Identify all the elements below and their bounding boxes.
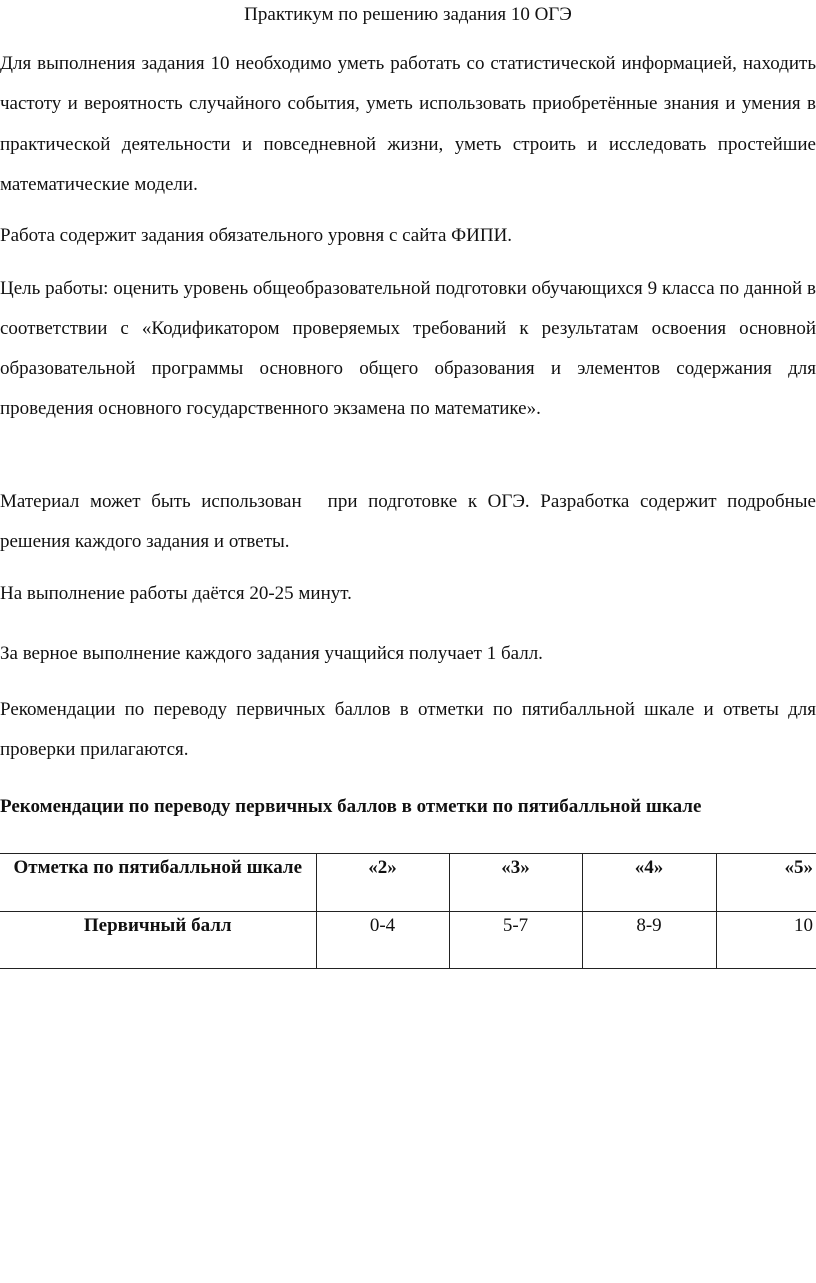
table-cell-score-header: Первичный балл — [0, 912, 316, 969]
table-cell-grade-2: «2» — [316, 854, 449, 912]
table-cell-grade-5: «5» — [716, 854, 816, 912]
table-cell-score-3: 5-7 — [449, 912, 582, 969]
table-cell-score-2: 0-4 — [316, 912, 449, 969]
paragraph-duration: На выполнение работы даётся 20-25 минут. — [0, 583, 352, 604]
table-cell-score-4: 8-9 — [582, 912, 716, 969]
table-cell-grade-header: Отметка по пятибалльной шкале — [0, 854, 316, 912]
paragraph-goal: Цель работы: оценить уровень общеобразовательной подготовки обучающихся 9 класса по данной в соответствии с «Кодификатором проверяемых требований к результатам освоения основной образовательной программы основного общего образования и элементов содержания для проведения основного государственного экзамена по математике». — [0, 278, 816, 419]
paragraph-recommendations: Рекомендации по переводу первичных баллов в отметки по пятибалльной шкале и ответы для проверки прилагаются. — [0, 699, 816, 760]
table-cell-score-5: 10 — [716, 912, 816, 969]
document-title: Практикум по решению задания 10 ОГЭ — [244, 4, 572, 25]
table-cell-grade-3: «3» — [449, 854, 582, 912]
paragraph-scoring: За верное выполнение каждого задания учащийся получает 1 балл. — [0, 643, 543, 664]
table-heading: Рекомендации по переводу первичных баллов в отметки по пятибалльной шкале — [0, 796, 702, 817]
grade-conversion-table — [0, 853, 816, 969]
paragraph-task-skills: Для выполнения задания 10 необходимо уметь работать со статистической информацией, находить частоту и вероятность случайного события, уметь использовать приобретённые знания и умения в практической деятельности и повседневной жизни, уметь строить и исследовать простейшие математические модели. — [0, 53, 816, 195]
material-text-part2: при подготовке к ОГЭ. Разработка содержит подробные решения каждого задания и ответы. — [0, 491, 816, 552]
table-cell-grade-4: «4» — [582, 854, 716, 912]
table-row-score — [0, 912, 816, 969]
table-row-grade — [0, 854, 816, 912]
material-text-part1: Материал может быть использован — [0, 491, 302, 512]
paragraph-source: Работа содержит задания обязательного уровня с сайта ФИПИ. — [0, 225, 513, 246]
paragraph-material — [0, 482, 816, 562]
